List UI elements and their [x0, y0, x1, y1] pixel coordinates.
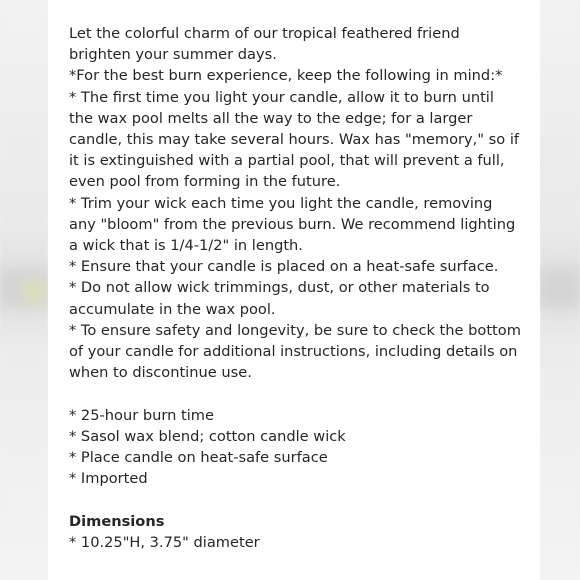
tip-item: * To ensure safety and longevity, be sure to check the bottom of your candle for additional instructions, including details on when to discontinue use.	[69, 321, 521, 382]
blurred-band-right	[540, 268, 580, 308]
intro-text: Let the colorful charm of our tropical feathered friend brighten your summer days.	[69, 25, 460, 64]
feature-item: * Imported	[69, 470, 148, 488]
burn-note: *For the best burn experience, keep the following in mind:*	[69, 67, 503, 85]
blurred-yellow-spot	[20, 278, 46, 304]
tip-item: * Do not allow wick trimmings, dust, or other materials to accumulate in the wax pool.	[69, 279, 490, 318]
dimensions-heading: Dimensions	[69, 512, 165, 530]
tip-item: * Trim your wick each time you light the candle, removing any "bloom" from the previous burn. We recommend lighting a wick that is 1/4-1/2" in length.	[69, 194, 516, 255]
feature-item: * Place candle on heat-safe surface	[69, 449, 328, 467]
tip-item: * The first time you light your candle, allow it to burn until the wax pool melts all the way to the edge; for a larger candle, this may take several hours. Wax has "memory," so if it is extinguished with a partial pool, that will prevent a full, even pool from forming in the future.	[69, 88, 520, 191]
dimensions-value: * 10.25"H, 3.75" diameter	[69, 533, 260, 551]
feature-item: * 25-hour burn time	[69, 406, 214, 424]
spacer	[69, 489, 522, 510]
tip-item: * Ensure that your candle is placed on a heat-safe surface.	[69, 258, 499, 276]
feature-item: * Sasol wax blend; cotton candle wick	[69, 427, 346, 445]
product-description-card	[48, 0, 540, 580]
spacer	[69, 383, 522, 404]
